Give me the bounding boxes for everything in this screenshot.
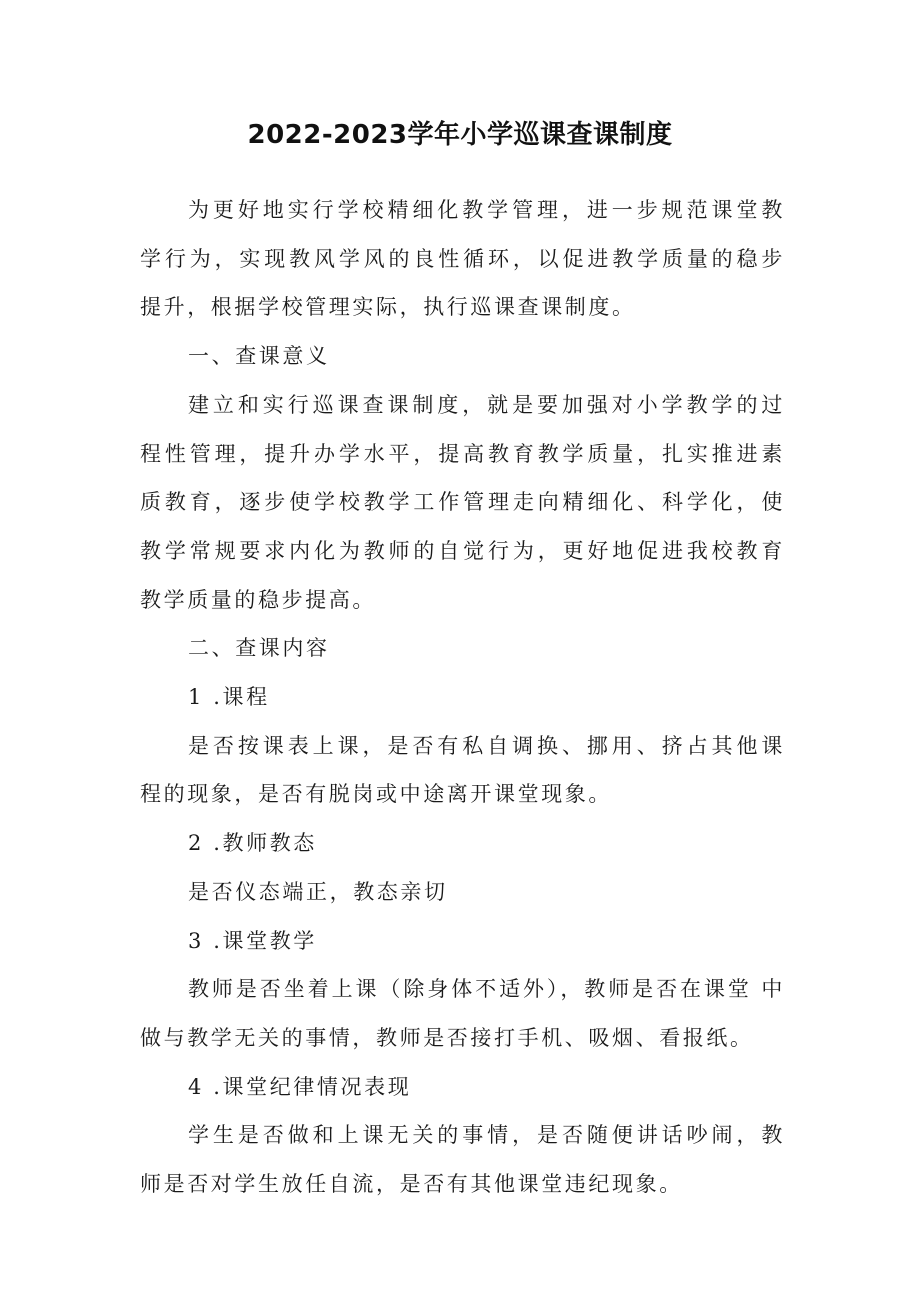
section-heading-content: 二、查课内容 [188, 636, 330, 661]
item-body-classroom-teaching: 教师是否坐着上课（除身体不适外），教师是否在课堂 中做与教学无关的事情，教师是否接打手机、吸烟、看报纸。 [140, 977, 785, 1050]
item-label-classroom-discipline: 4 .课堂纪律情况表现 [188, 1074, 412, 1099]
document-body [140, 186, 795, 1209]
item-label-course: 1 .课程 [188, 685, 270, 710]
document-title: 2022-2023学年小学巡课查课制度 [247, 120, 673, 150]
item-body-teacher-demeanor: 是否仪态端正，教态亲切 [188, 879, 448, 904]
item-label-classroom-teaching: 3 .课堂教学 [188, 928, 317, 953]
item-body-classroom-discipline: 学生是否做和上课无关的事情，是否随便讲话吵闹，教 师是否对学生放任自流，是否有其他课堂违纪现象。 [140, 1123, 795, 1197]
item-label-teacher-demeanor: 2 .教师教态 [188, 831, 317, 856]
intro-paragraph: 为更好地实行学校精细化教学管理，进一步规范课堂教 学行为，实现教风学风的良性循环，以促进教学质量的稳步 提升，根据学校管理实际，执行巡课查课制度。 [140, 198, 795, 320]
section-heading-significance: 一、查课意义 [188, 344, 330, 369]
item-body-course: 是否按课表上课，是否有私自调换、挪用、挤占其他课 程的现象，是否有脱岗或中途离开课堂现象。 [140, 733, 795, 807]
significance-paragraph: 建立和实行巡课查课制度，就是要加强对小学教学的过 程性管理，提升办学水平，提高教育教学质量，扎实推进素 质教育，逐步使学校教学工作管理走向精细化、科学化，使 教学常规要求内化为教师的自觉行为，更好地促进我校教育 教学质量的稳步提高。 [140, 392, 795, 612]
